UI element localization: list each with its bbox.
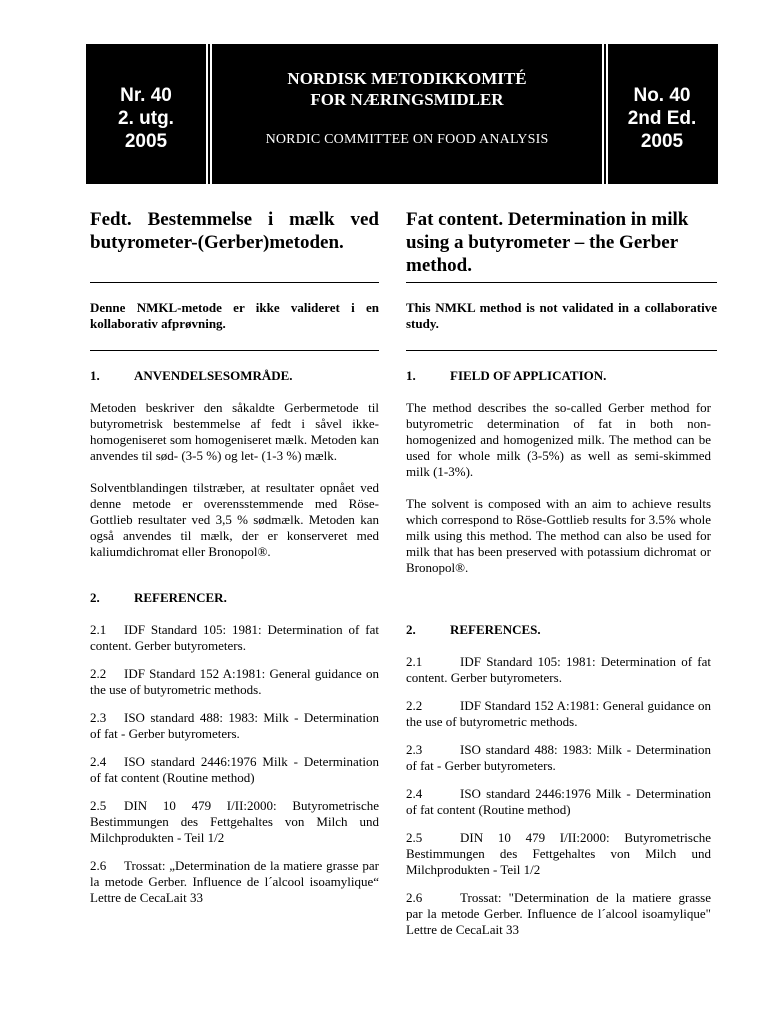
divider: [406, 350, 717, 351]
document-title: Fat content. Determination in milk using a butyrometer – the Gerber method.: [406, 209, 689, 276]
banner-divider: [206, 44, 208, 184]
reference-number: 2.6: [406, 890, 423, 905]
header-banner: [86, 44, 718, 184]
divider: [90, 350, 379, 351]
section-title: ANVENDELSESOMRÅDE.: [134, 368, 293, 383]
section-number: 2.: [406, 622, 416, 637]
reference-text: IDF Standard 152 A:1981: General guidance on the use of butyrometric methods.: [406, 698, 711, 729]
edition-box-norwegian: [86, 84, 206, 153]
reference-item: [406, 786, 717, 818]
committee-name-english: NORDIC COMMITTEE ON FOOD ANALYSIS: [265, 132, 549, 147]
paragraph: Metoden beskriver den såkaldte Gerbermetode til butyrometrisk bestemmelse af fedt i såvel ikke-homogeniseret som homogeniseret mælk. Metoden kan anvendes til sød- (3-5 %) og let- (1-3 %) mælk.: [90, 400, 379, 463]
reference-item: [90, 666, 379, 698]
validation-note: This NMKL method is not validated in a collaborative study.: [406, 300, 717, 331]
reference-item: [406, 654, 717, 686]
paragraph: Solventblandingen tilstræber, at resultater opnået ved denne metode er overensstemmende med Röse-Gottlieb resultater ved 3,5 % sødmælk. Metoden kan også anvendes til mælk, der er konserveret med kaliumdichromat eller Bronopol®.: [90, 480, 379, 559]
edition-number: No. 40: [633, 85, 691, 106]
reference-text: Trossat: "Determination de la matiere grasse par la metode Gerber. Influence de l´alcool isoamylique" Lettre de CecaLait 33: [406, 890, 711, 937]
reference-number: 2.1: [406, 654, 423, 669]
reference-number: 2.3: [406, 742, 423, 757]
reference-item: [406, 830, 717, 878]
reference-text: DIN 10 479 I/II:2000: Butyrometrische Bestimmungen des Fettgehaltes von Milch und Milchprodukten - Teil 1/2: [90, 798, 379, 845]
reference-item: [90, 858, 379, 906]
edition-number: Nr. 40: [120, 85, 172, 106]
divider: [90, 282, 379, 283]
banner-divider: [602, 44, 604, 184]
committee-name: [212, 68, 602, 148]
document-title: Fedt. Bestemmelse i mælk ved butyrometer-(Gerber)metoden.: [90, 209, 379, 253]
reference-number: 2.5: [406, 830, 423, 845]
section-heading: [90, 590, 379, 606]
section-title: REFERENCER.: [134, 590, 227, 605]
reference-number: 2.4: [90, 754, 107, 769]
danish-column: [90, 208, 379, 906]
committee-name-line2: FOR NÆRINGSMIDLER: [310, 90, 504, 109]
reference-item: [90, 622, 379, 654]
paragraph: The method describes the so-called Gerber method for butyrometric determination of fat in both non-homogenized and homogenized milk. The method can be used for whole milk (3-5%) as well as semi-skimmed milk (1-3%).: [406, 400, 711, 479]
reference-number: 2.6: [90, 858, 107, 873]
committee-name-line1: NORDISK METODIKKOMITÉ: [287, 69, 527, 88]
reference-text: ISO standard 2446:1976 Milk - Determination of fat content (Routine method): [90, 754, 379, 785]
reference-text: Trossat: „Determination de la matiere grasse par la metode Gerber. Influence de l´alcool isoamylique“ Lettre de CecaLait 33: [90, 858, 379, 905]
section-heading: [406, 368, 717, 384]
reference-number: 2.2: [90, 666, 107, 681]
reference-number: 2.4: [406, 786, 423, 801]
reference-item: [406, 742, 717, 774]
section-heading: [90, 368, 379, 384]
reference-text: IDF Standard 152 A:1981: General guidance on the use of butyrometric methods.: [90, 666, 379, 697]
section-title: FIELD OF APPLICATION.: [450, 368, 607, 383]
edition-label: 2nd Ed.: [627, 108, 697, 129]
section-heading: [406, 622, 717, 638]
reference-text: DIN 10 479 I/II:2000: Butyrometrische Bestimmungen des Fettgehaltes von Milch und Milchprodukten - Teil 1/2: [406, 830, 711, 877]
reference-item: [406, 698, 717, 730]
section-number: 1.: [406, 368, 416, 383]
edition-label: 2. utg.: [118, 108, 174, 129]
reference-item: [90, 798, 379, 846]
reference-text: ISO standard 2446:1976 Milk - Determination of fat content (Routine method): [406, 786, 711, 817]
section-title: REFERENCES.: [450, 622, 541, 637]
reference-item: [90, 710, 379, 742]
reference-text: IDF Standard 105: 1981: Determination of fat content. Gerber butyrometers.: [406, 654, 711, 685]
reference-item: [90, 754, 379, 786]
reference-number: 2.5: [90, 798, 107, 813]
edition-year: 2005: [640, 131, 684, 152]
reference-number: 2.2: [406, 698, 423, 713]
paragraph: The solvent is composed with an aim to achieve results which correspond to Röse-Gottlieb results for 3.5% whole milk using this method. The method can also be used for milk that has been preserved with potassium dichromat or Bronopol®.: [406, 496, 711, 575]
section-number: 2.: [90, 590, 100, 605]
edition-box-english: [606, 84, 718, 153]
divider: [406, 282, 717, 283]
validation-note: Denne NMKL-metode er ikke valideret i en kollaborativ afprøvning.: [90, 300, 379, 331]
reference-number: 2.1: [90, 622, 107, 637]
reference-item: [406, 890, 717, 938]
reference-text: ISO standard 488: 1983: Milk - Determination of fat - Gerber butyrometers.: [90, 710, 379, 741]
english-column: [406, 208, 717, 938]
section-number: 1.: [90, 368, 100, 383]
edition-year: 2005: [124, 131, 168, 152]
reference-number: 2.3: [90, 710, 107, 725]
reference-text: ISO standard 488: 1983: Milk - Determination of fat - Gerber butyrometers.: [406, 742, 711, 773]
reference-text: IDF Standard 105: 1981: Determination of fat content. Gerber butyrometers.: [90, 622, 379, 653]
